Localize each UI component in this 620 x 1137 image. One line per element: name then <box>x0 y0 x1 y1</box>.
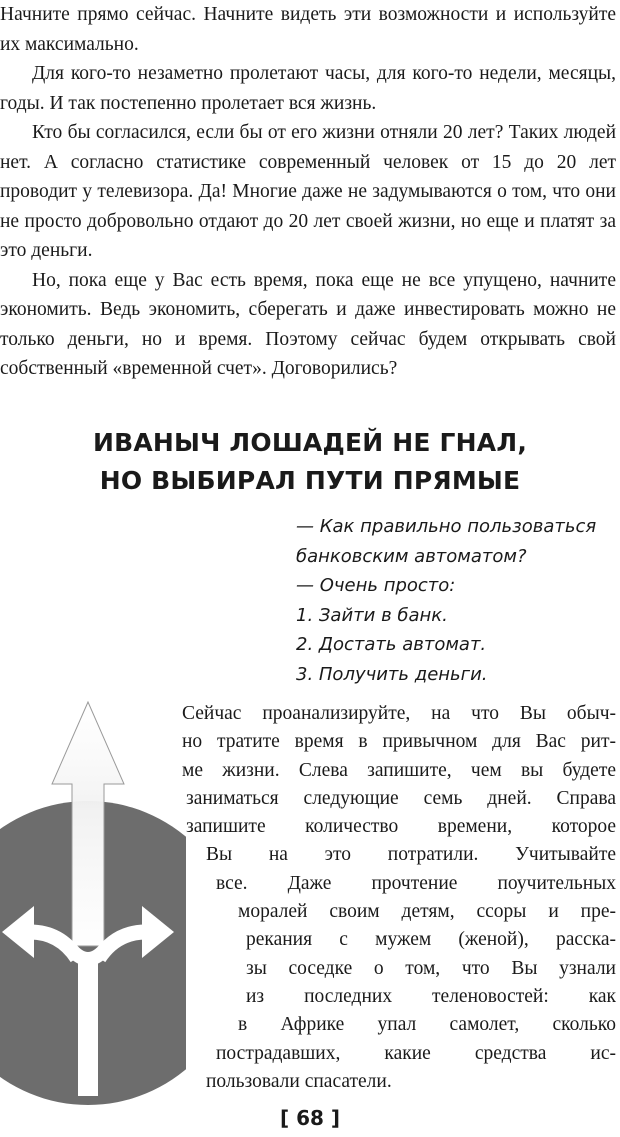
wrapped-line: запишите количество времени, которое <box>186 816 616 838</box>
epigraph-line: 2. Достать автомат. <box>296 634 487 655</box>
page-number: [ 68 ] <box>279 1106 341 1130</box>
wrapped-line: зы соседке о том, что Вы узнали <box>246 957 616 979</box>
wrapped-line: пострадавших, какие средства ис- <box>216 1042 616 1064</box>
chapter-title <box>0 424 620 500</box>
epigraph-line: — Очень просто: <box>296 575 456 596</box>
chapter-title-line-2: НО ВЫБИРАЛ ПУТИ ПРЯМЫЕ <box>99 466 521 495</box>
wrapped-line: пользовали спасатели. <box>206 1070 392 1092</box>
paragraph-2: Для кого-то незаметно пролетают часы, для кого-то недели, месяцы, годы. И так постепенно пролетает вся жизнь. <box>0 63 616 114</box>
epigraph-line: банковским автоматом? <box>296 545 527 567</box>
wrapped-paragraph <box>0 700 616 1096</box>
wrapped-line: из последних теленовостей: как <box>246 985 616 1007</box>
paragraph-3: Кто бы согласился, если бы от его жизни отняли 20 лет? Таких людей нет. А согласно статистике современный человек от 15 до 20 лет проводит у телевизора. Да! Многие даже не задумываются о том, что они не просто добровольно отдают до 20 лет своей жизни, но еще и платят за это деньги. <box>0 122 616 261</box>
wrapped-line: моралей своим детям, ссоры и пре- <box>238 901 616 923</box>
body-text <box>0 0 616 384</box>
epigraph <box>296 512 620 689</box>
wrapped-line: рекания с мужем (женой), расска- <box>246 929 616 951</box>
epigraph-line: 3. Получить деньги. <box>296 663 488 685</box>
chapter-title-line-1: ИВАНЫЧ ЛОШАДЕЙ НЕ ГНАЛ, <box>92 428 528 457</box>
wrapped-line: Сейчас проанализируйте, на что Вы обыч- <box>182 703 616 724</box>
epigraph-line: — Как правильно пользоваться <box>296 516 597 537</box>
wrapped-line: все. Даже прочтение поучительных <box>216 872 616 894</box>
wrapped-line: в Африке упал самолет, сколько <box>238 1014 616 1036</box>
paragraph-1: Начните прямо сейчас. Начните видеть эти возможности и используйте их максимально. <box>0 4 616 55</box>
epigraph-line: 1. Зайти в банк. <box>296 604 448 626</box>
wrapped-line: Вы на это потратили. Учитывайте <box>206 844 616 866</box>
wrapped-line: ме жизни. Слева запишите, чем вы будете <box>182 759 616 781</box>
wrapped-line: но тратите время в привычном для Вас рит- <box>182 731 616 753</box>
paragraph-4: Но, пока еще у Вас есть время, пока еще не все упущено, начните экономить. Ведь экономить, сберегать и даже инвестировать можно не только деньги, но и время. Поэтому сейчас будем открывать свой собственный «временной счет». Договорились? <box>0 269 616 379</box>
wrapped-line: заниматься следующие семь дней. Справа <box>186 787 616 809</box>
